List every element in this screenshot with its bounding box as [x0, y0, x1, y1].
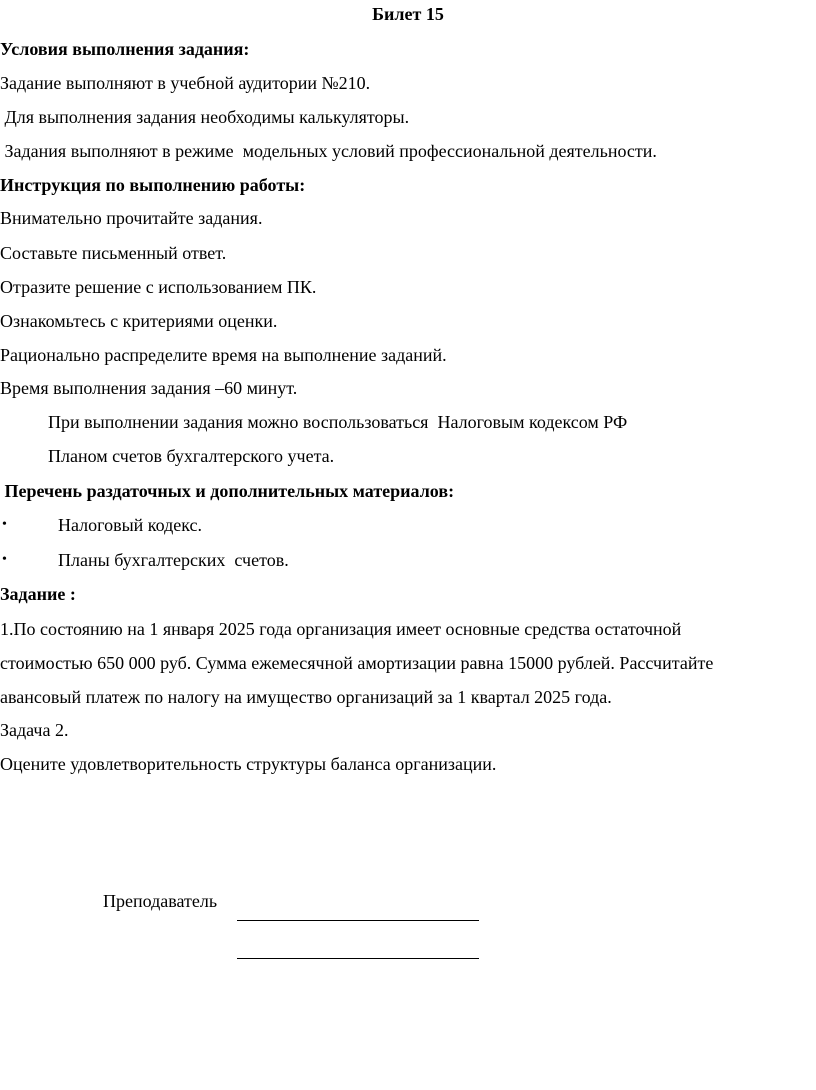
bullet-icon: •	[2, 552, 7, 567]
instruction-indented-line: Планом счетов бухгалтерского учета.	[48, 446, 335, 466]
instruction-indented-line: При выполнении задания можно воспользоваться Налоговым кодексом РФ	[48, 412, 628, 432]
bullet-icon: •	[2, 517, 7, 532]
instruction-line: Ознакомьтесь с критериями оценки.	[0, 311, 278, 331]
instruction-line: Рационально распределите время на выполнение заданий.	[0, 345, 447, 365]
task2-label: Задача 2.	[0, 720, 69, 740]
instruction-line: Внимательно прочитайте задания.	[0, 208, 263, 228]
materials-item: Налоговый кодекс.	[58, 515, 203, 535]
conditions-heading: Условия выполнения задания:	[0, 39, 250, 59]
task2-text: Оцените удовлетворительность структуры баланса организации.	[0, 754, 497, 774]
signature-label: Преподаватель	[103, 891, 218, 911]
task1-line: 1.По состоянию на 1 января 2025 года организация имеет основные средства остаточной	[0, 619, 682, 639]
instruction-line: Время выполнения задания –60 минут.	[0, 378, 298, 398]
signature-line	[237, 920, 479, 921]
task1-line: стоимостью 650 000 руб. Сумма ежемесячной амортизации равна 15000 рублей. Рассчитайте	[0, 653, 714, 673]
signature-line	[237, 958, 479, 959]
condition-line: Задания выполняют в режиме модельных условий профессиональной деятельности.	[0, 141, 657, 161]
materials-heading: Перечень раздаточных и дополнительных материалов:	[0, 481, 455, 501]
condition-line: Для выполнения задания необходимы калькуляторы.	[0, 107, 410, 127]
task1-line: авансовый платеж по налогу на имущество организаций за 1 квартал 2025 года.	[0, 687, 612, 707]
instruction-line: Составьте письменный ответ.	[0, 243, 227, 263]
task-heading: Задание :	[0, 584, 76, 604]
instructions-heading: Инструкция по выполнению работы:	[0, 175, 306, 195]
ticket-title: Билет 15	[372, 4, 444, 24]
condition-line: Задание выполняют в учебной аудитории №210.	[0, 73, 371, 93]
instruction-line: Отразите решение с использованием ПК.	[0, 277, 317, 297]
materials-item: Планы бухгалтерских счетов.	[58, 550, 289, 570]
